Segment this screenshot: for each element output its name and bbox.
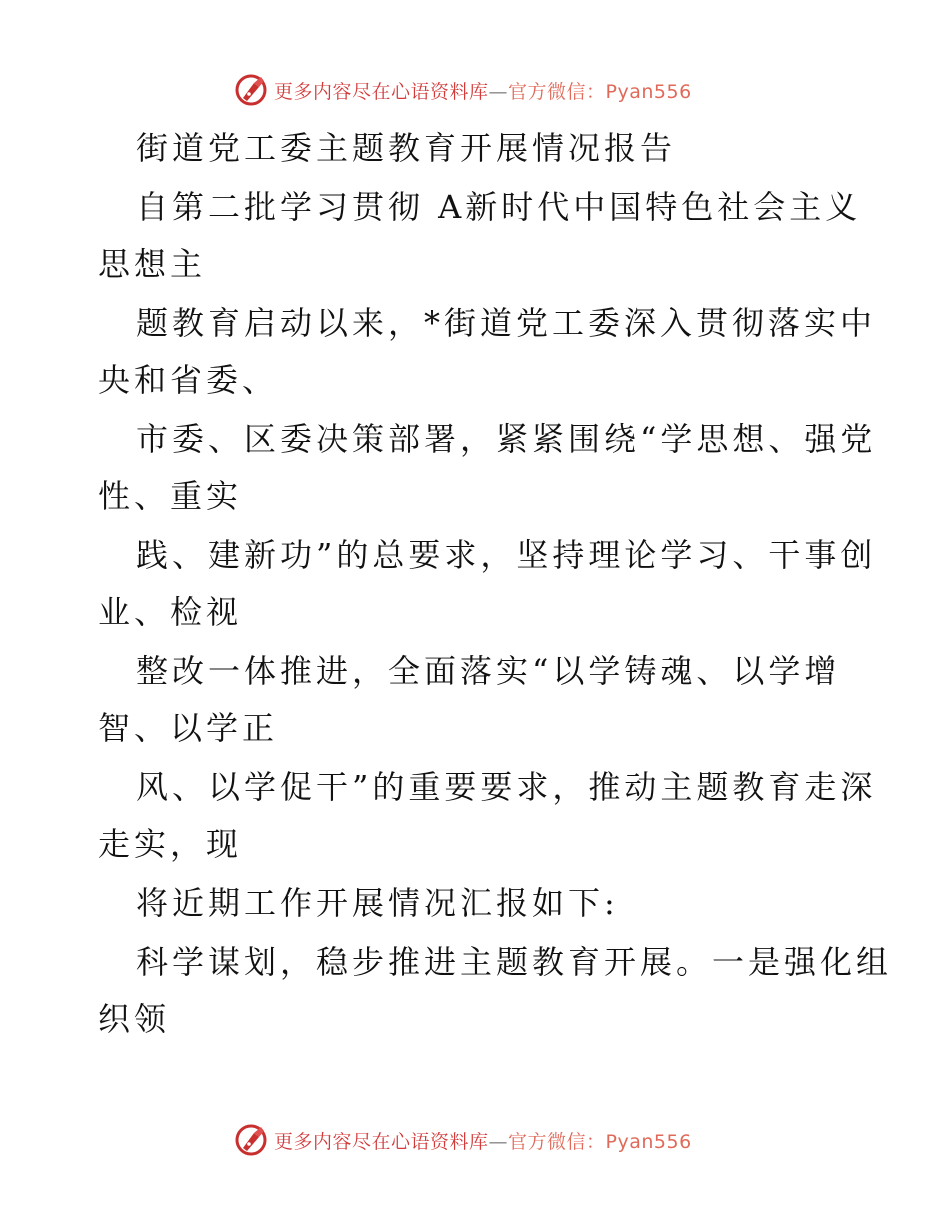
paragraph-line: 智、以学正 [98, 709, 279, 747]
pen-nib-logo-icon [234, 1123, 268, 1157]
banner-prefix: 更多内容尽在心语资料库 [274, 80, 489, 103]
paragraph-line: 风、以学促干”的重要要求，推动主题教育走深 [136, 768, 877, 806]
banner-suffix: 官方微信：Pyan556 [508, 1130, 692, 1153]
paragraph-line: 题教育启动以来，*街道党工委深入贯彻落实中 [136, 304, 877, 342]
banner-text [274, 1127, 692, 1154]
paragraph-line: 织领 [98, 1000, 171, 1038]
banner-prefix: 更多内容尽在心语资料库 [274, 1130, 489, 1153]
paragraph-line: 整改一体推进，全面落实“以学铸魂、以学增 [136, 652, 841, 690]
paragraph-line: 将近期工作开展情况汇报如下: [136, 884, 619, 922]
paragraph-line: 市委、区委决策部署，紧紧围绕“学思想、强党 [136, 420, 877, 458]
paragraph-line: 科学谋划，稳步推进主题教育开展。一是强化组 [136, 943, 893, 981]
paragraph-line: 走实，现 [98, 825, 243, 863]
banner-separator: — [488, 1130, 509, 1153]
banner-text [274, 77, 692, 104]
pen-nib-logo-icon [234, 73, 268, 107]
footer-banner [234, 1120, 692, 1160]
banner-suffix: 官方微信：Pyan556 [508, 80, 692, 103]
paragraph-line: 业、检视 [98, 593, 243, 631]
header-banner [234, 70, 692, 110]
paragraph-line: 性、重实 [98, 477, 243, 515]
banner-separator: — [488, 80, 509, 103]
paragraph-line: 践、建新功”的总要求，坚持理论学习、干事创 [136, 536, 877, 574]
paragraph-line: 自第二批学习贯彻 A新时代中国特色社会主义 [136, 188, 862, 226]
document-title: 街道党工委主题教育开展情况报告 [136, 129, 677, 167]
paragraph-line: 央和省委、 [98, 361, 279, 399]
paragraph-line: 思想主 [98, 245, 207, 283]
